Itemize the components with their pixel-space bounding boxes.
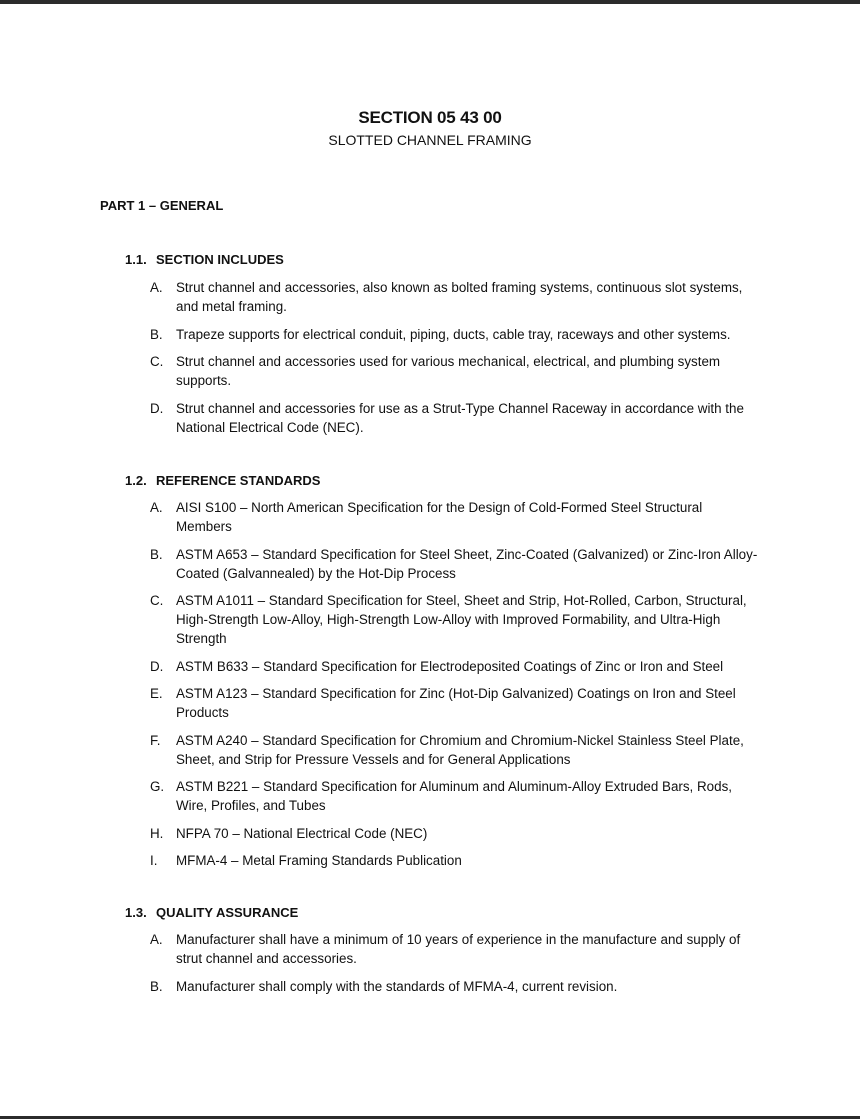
item-text: ASTM A240 – Standard Specification for Chromium and Chromium-Nickel Stainless Steel Plate, Sheet, and Strip for Pressure Vessels and for General Applications (176, 732, 744, 767)
item-text: ASTM A653 – Standard Specification for Steel Sheet, Zinc-Coated (Galvanized) or Zinc-Iron Alloy-Coated (Galvannealed) by the Hot-Dip Process (176, 546, 758, 581)
list-item (150, 545, 770, 583)
item-text: ASTM A1011 – Standard Specification for Steel, Sheet and Strip, Hot-Rolled, Carbon, Structural, High-Strength Low-Alloy, High-Strength Low-Alloy with Improved Formability, and Ultra-High Strength (176, 593, 747, 646)
item-text: Manufacturer shall have a minimum of 10 years of experience in the manufacture and supply of strut channel and accessories. (176, 932, 741, 966)
item-text: MFMA-4 – Metal Framing Standards Publication (176, 853, 462, 868)
item-text: NFPA 70 – National Electrical Code (NEC) (176, 825, 428, 841)
subsection-heading-1-1 (125, 251, 284, 269)
item-letter: A. (150, 500, 163, 515)
list-item (150, 352, 770, 390)
item-text: ASTM B633 – Standard Specification for Electrodeposited Coatings of Zinc or Iron and Steel (176, 658, 724, 674)
section-includes-list (150, 278, 770, 445)
subsection-title: QUALITY ASSURANCE (156, 905, 299, 920)
list-item (150, 591, 770, 648)
item-text: Strut channel and accessories used for various mechanical, electrical, and plumbing system supports. (176, 354, 721, 388)
item-text: ASTM A123 – Standard Specification for Zinc (Hot-Dip Galvanized) Coatings on Iron and Steel Products (176, 686, 736, 720)
list-item (150, 777, 770, 815)
subsection-number: 1.2. (125, 473, 147, 488)
item-letter: D. (150, 658, 164, 674)
item-letter: B. (150, 326, 163, 342)
subsection-title: SECTION INCLUDES (156, 252, 284, 267)
list-item (150, 731, 770, 769)
quality-assurance-list (150, 930, 770, 1004)
list-item (150, 278, 770, 316)
item-letter: A. (150, 280, 163, 295)
list-item (150, 325, 770, 344)
list-item (150, 498, 770, 536)
section-title: SLOTTED CHANNEL FRAMING (328, 132, 532, 148)
item-text: Manufacturer shall comply with the standards of MFMA-4, current revision. (176, 978, 618, 994)
list-item (150, 977, 770, 996)
item-letter: D. (150, 400, 164, 416)
item-text: Strut channel and accessories for use as a Strut-Type Channel Raceway in accordance with the National Electrical Code (NEC). (176, 400, 744, 435)
subsection-title: REFERENCE STANDARDS (156, 473, 321, 488)
item-letter: C. (150, 354, 164, 369)
item-text: AISI S100 – North American Specification for the Design of Cold-Formed Steel Structural Members (176, 500, 703, 534)
subsection-number: 1.3. (125, 905, 147, 920)
item-text: ASTM B221 – Standard Specification for Aluminum and Aluminum-Alloy Extruded Bars, Rods, Wire, Profiles, and Tubes (176, 779, 732, 813)
item-letter: B. (150, 546, 163, 562)
list-item (150, 851, 770, 870)
list-item (150, 657, 770, 676)
item-letter: G. (150, 779, 165, 794)
item-letter: C. (150, 593, 164, 608)
section-number: SECTION 05 43 00 (358, 108, 502, 127)
item-letter: I. (150, 853, 158, 868)
item-letter: H. (150, 825, 164, 841)
item-letter: A. (150, 932, 163, 947)
subsection-number: 1.1. (125, 252, 147, 267)
item-text: Strut channel and accessories, also known as bolted framing systems, continuous slot systems, and metal framing. (176, 280, 743, 314)
reference-standards-list (150, 498, 770, 879)
item-letter: B. (150, 978, 163, 994)
list-item (150, 824, 770, 843)
list-item (150, 399, 770, 437)
item-letter: F. (150, 732, 161, 748)
list-item (150, 684, 770, 722)
subsection-heading-1-3 (125, 904, 298, 922)
list-item (150, 930, 770, 968)
item-letter: E. (150, 686, 163, 701)
item-text: Trapeze supports for electrical conduit, piping, ducts, cable tray, raceways and other systems. (176, 326, 731, 342)
title-block (0, 107, 860, 150)
part-heading: PART 1 – GENERAL (100, 198, 224, 213)
subsection-heading-1-2 (125, 472, 320, 490)
